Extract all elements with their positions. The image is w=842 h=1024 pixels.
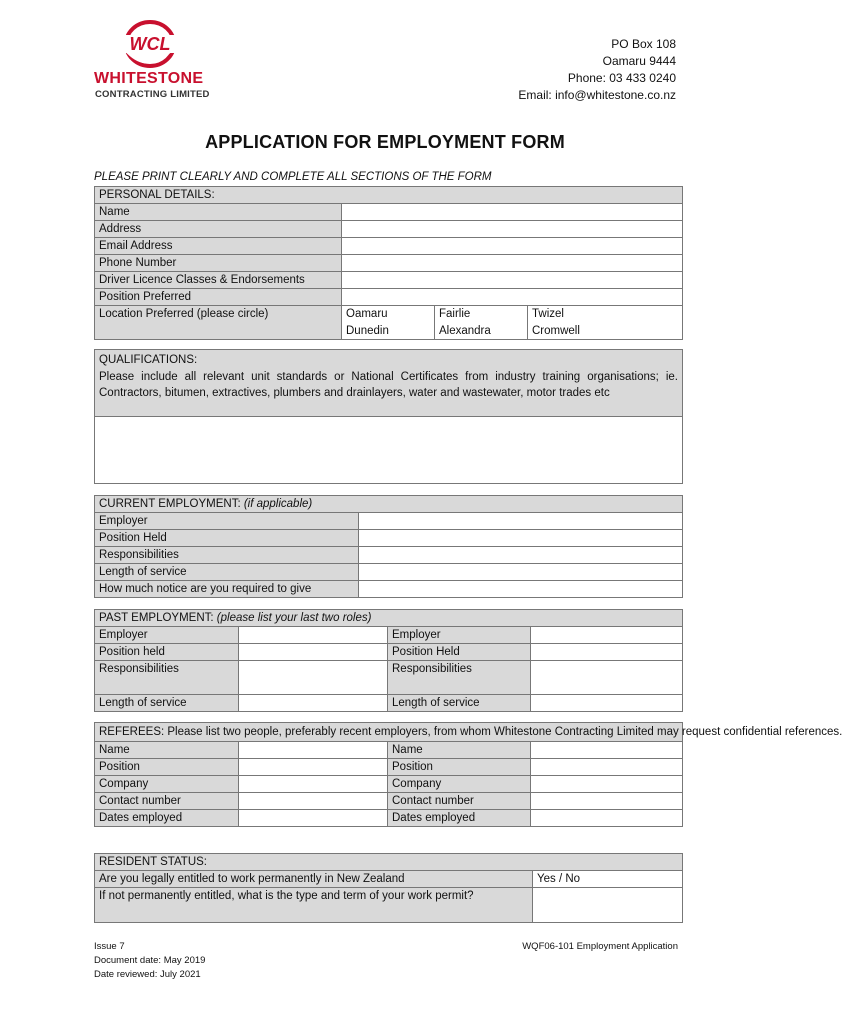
qualifications-header [95, 350, 682, 416]
field-label: Position [388, 758, 531, 775]
footer-code: WQF06-101 Employment Application [522, 941, 678, 952]
current-position-input[interactable] [359, 530, 683, 547]
past1-position-input[interactable] [239, 644, 388, 661]
company-subname: CONTRACTING LIMITED [95, 89, 210, 100]
past-employment-table [94, 609, 683, 712]
resident-status-table [94, 853, 683, 923]
permit-input[interactable] [533, 888, 683, 923]
location-option[interactable]: Alexandra [435, 323, 528, 340]
field-label: How much notice are you required to give [95, 581, 359, 598]
field-label: Responsibilities [388, 661, 531, 695]
yes-no-option[interactable]: Yes / No [533, 871, 683, 888]
name-input[interactable] [342, 204, 683, 221]
field-label: Employer [95, 627, 239, 644]
qualifications-section [94, 349, 683, 484]
section-heading: PAST EMPLOYMENT: [99, 612, 217, 624]
location-option[interactable]: Cromwell [528, 323, 683, 340]
past1-length-input[interactable] [239, 695, 388, 712]
current-employer-input[interactable] [359, 513, 683, 530]
qualifications-instructions: Please include all relevant unit standards or National Certificates from industry training organisations; ie. Contractors, bitumen, extractives, plumbers and drainlayers, water and wastewater, motor trades etc [99, 370, 678, 399]
section-heading: PERSONAL DETAILS: [95, 187, 683, 204]
location-option[interactable]: Dunedin [342, 323, 435, 340]
field-label: Contact number [388, 792, 531, 809]
field-label: Position held [95, 644, 239, 661]
past2-responsibilities-input[interactable] [531, 661, 683, 695]
field-label: Length of service [388, 695, 531, 712]
resident-question-2: If not permanently entitled, what is the type and term of your work permit? [95, 888, 533, 923]
personal-details-table [94, 186, 683, 340]
field-label: Dates employed [388, 809, 531, 826]
section-heading-row [95, 496, 683, 513]
licence-input[interactable] [342, 272, 683, 289]
address-input[interactable] [342, 221, 683, 238]
logo-letters: WCL [129, 34, 171, 54]
phone-input[interactable] [342, 255, 683, 272]
field-label: Position Preferred [95, 289, 342, 306]
address-line-1: PO Box 108 [611, 37, 676, 51]
past2-length-input[interactable] [531, 695, 683, 712]
field-label: Length of service [95, 695, 239, 712]
field-label: Name [388, 741, 531, 758]
field-label: Driver Licence Classes & Endorsements [95, 272, 342, 289]
field-label: Position [95, 758, 239, 775]
past1-responsibilities-input[interactable] [239, 661, 388, 695]
location-option[interactable]: Twizel [528, 306, 683, 323]
location-option[interactable]: Fairlie [435, 306, 528, 323]
reviewed-date: Date reviewed: July 2021 [94, 969, 201, 980]
ref2-dates-input[interactable] [531, 809, 683, 826]
ref1-contact-input[interactable] [239, 792, 388, 809]
section-heading: RESIDENT STATUS: [95, 854, 683, 871]
field-label: Position Held [95, 530, 359, 547]
field-label: Length of service [95, 564, 359, 581]
ref1-dates-input[interactable] [239, 809, 388, 826]
field-label: Responsibilities [95, 547, 359, 564]
qualifications-input[interactable] [95, 416, 682, 483]
contact-block [518, 36, 676, 104]
past2-position-input[interactable] [531, 644, 683, 661]
ref2-name-input[interactable] [531, 741, 683, 758]
field-label: Employer [388, 627, 531, 644]
past1-employer-input[interactable] [239, 627, 388, 644]
document-date: Document date: May 2019 [94, 955, 206, 966]
section-heading-note: (please list your last two roles) [216, 612, 372, 624]
company-logo [92, 18, 232, 104]
section-heading: CURRENT EMPLOYMENT: [99, 498, 244, 510]
field-label: Contact number [95, 792, 239, 809]
ref2-contact-input[interactable] [531, 792, 683, 809]
address-line-2: Oamaru 9444 [602, 54, 676, 68]
notice-input[interactable] [359, 581, 683, 598]
referees-intro: REFEREES: Please list two people, preferably recent employers, from whom Whitestone Contracting Limited may request confidential references. [95, 723, 683, 742]
email-input[interactable] [342, 238, 683, 255]
current-responsibilities-input[interactable] [359, 547, 683, 564]
field-label: Dates employed [95, 809, 239, 826]
form-instruction: PLEASE PRINT CLEARLY AND COMPLETE ALL SECTIONS OF THE FORM [94, 171, 492, 183]
phone-text: Phone: 03 433 0240 [567, 71, 676, 85]
location-option[interactable]: Oamaru [342, 306, 435, 323]
ref1-company-input[interactable] [239, 775, 388, 792]
field-label: Position Held [388, 644, 531, 661]
field-label: Phone Number [95, 255, 342, 272]
past2-employer-input[interactable] [531, 627, 683, 644]
current-employment-table [94, 495, 683, 598]
section-heading-note: (if applicable) [243, 498, 313, 510]
position-preferred-input[interactable] [342, 289, 683, 306]
field-label: Company [388, 775, 531, 792]
section-heading-row [95, 610, 683, 627]
email-text: Email: info@whitestone.co.nz [518, 88, 676, 102]
footer-left [94, 940, 205, 982]
form-title: APPLICATION FOR EMPLOYMENT FORM [205, 132, 565, 152]
field-label: Employer [95, 513, 359, 530]
ref1-position-input[interactable] [239, 758, 388, 775]
resident-question-1: Are you legally entitled to work permanently in New Zealand [95, 871, 533, 888]
field-label: Responsibilities [95, 661, 239, 695]
ref2-company-input[interactable] [531, 775, 683, 792]
field-label: Location Preferred (please circle) [95, 306, 342, 340]
field-label: Address [95, 221, 342, 238]
field-label: Name [95, 204, 342, 221]
issue-text: Issue 7 [94, 941, 125, 952]
current-length-input[interactable] [359, 564, 683, 581]
ref1-name-input[interactable] [239, 741, 388, 758]
field-label: Company [95, 775, 239, 792]
field-label: Email Address [95, 238, 342, 255]
section-heading: QUALIFICATIONS: [99, 354, 198, 366]
field-label: Name [95, 741, 239, 758]
company-name: WHITESTONE [94, 70, 204, 87]
ref2-position-input[interactable] [531, 758, 683, 775]
referees-table [94, 722, 842, 827]
